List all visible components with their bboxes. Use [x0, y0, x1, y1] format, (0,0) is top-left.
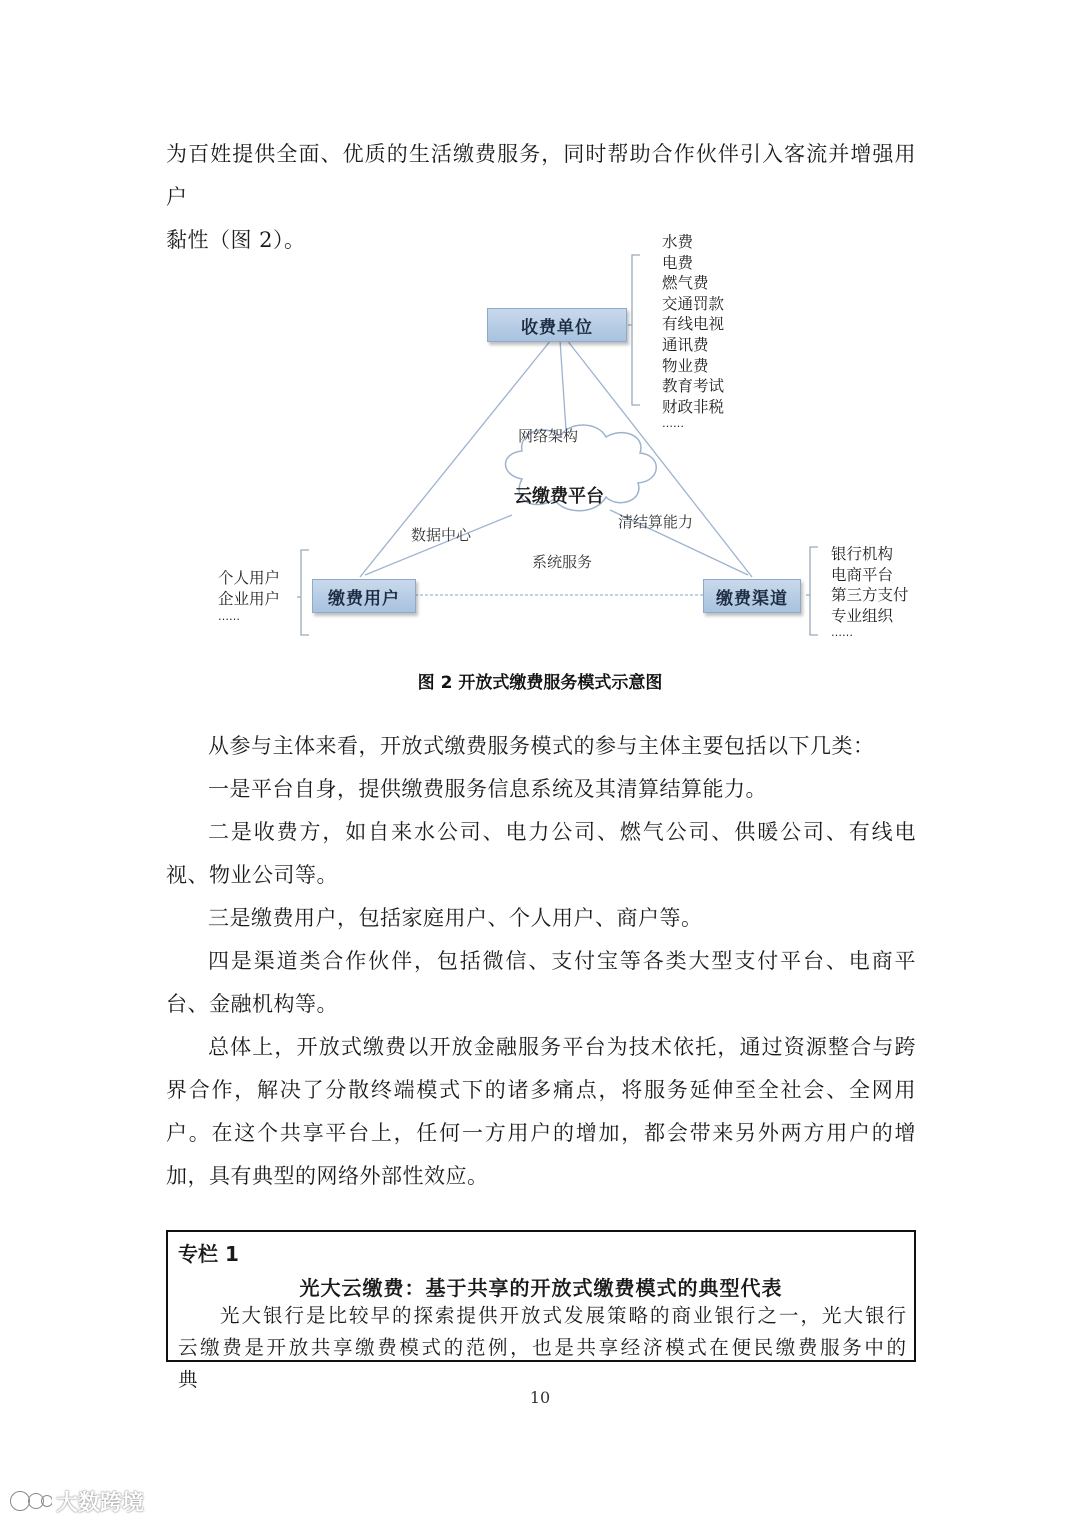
column-title: 光大云缴费：基于共享的开放式缴费模式的典型代表 [299, 1276, 783, 1300]
list-item: 物业费 [662, 356, 709, 375]
list-item: …… [831, 626, 853, 640]
sidebar-column-box [166, 1230, 916, 1391]
paragraph-6: 总体上，开放式缴费以开放金融服务平台为技术依托，通过资源整合与跨界合作，解决了分散终端模式下的诸多痛点，将服务延伸至全社会、全网用户。在这个共享平台上，任何一方用户的增加，都会带来另外两方用户的增加，具有典型的网络外部性效应。 [166, 1035, 916, 1188]
fee-type-list [662, 232, 724, 431]
channel-type-list [831, 544, 909, 640]
intro-line-2: 黏性（图 2）。 [166, 228, 306, 252]
list-item: 第三方支付 [831, 586, 909, 605]
list-item: 教育考试 [662, 377, 725, 396]
watermark-logo-icon [8, 1488, 52, 1514]
label-data-center: 数据中心 [411, 526, 472, 544]
label-clearing: 清结算能力 [618, 513, 694, 531]
paragraph-1: 从参与主体来看，开放式缴费服务模式的参与主体主要包括以下几类： [208, 734, 875, 758]
list-item: 银行机构 [831, 545, 894, 563]
list-item: 水费 [662, 233, 694, 251]
node-fee-collector: 收费单位 [487, 308, 627, 342]
label-network: 网络架构 [518, 427, 579, 445]
list-item: 财政非税 [662, 397, 725, 416]
node-cloud-platform: 云缴费平台 [514, 486, 604, 507]
column-body: 光大银行是比较早的探索提供开放式发展策略的商业银行之一，光大银行云缴费是开放共享缴费模式的范例，也是共享经济模式在便民缴费服务中的典 [178, 1304, 909, 1391]
list-item: 有线电视 [662, 315, 725, 334]
list-item: 专业组织 [831, 606, 894, 625]
right-list-bracket [810, 547, 818, 635]
paragraph-5: 四是渠道类合作伙伴，包括微信、支付宝等各类大型支付平台、电商平台、金融机构等。 [166, 949, 916, 1016]
user-type-list [218, 568, 280, 625]
paragraph-3: 二是收费方，如自来水公司、电力公司、燃气公司、供暖公司、有线电视、物业公司等。 [166, 820, 916, 887]
paragraph-2: 一是平台自身，提供缴费服务信息系统及其清算结算能力。 [208, 777, 767, 801]
page-number: 10 [529, 1388, 551, 1407]
figure-caption: 图 2 开放式缴费服务模式示意图 [417, 673, 663, 693]
watermark-text: 大数跨境 [56, 1490, 145, 1516]
left-list-bracket [301, 550, 309, 635]
label-system-service: 系统服务 [532, 553, 593, 571]
list-item: …… [662, 417, 684, 431]
column-label: 专栏 1 [178, 1242, 239, 1266]
service-model-diagram [200, 225, 930, 650]
list-item: …… [218, 610, 240, 624]
top-list-bracket [632, 255, 640, 405]
watermark [8, 1486, 144, 1516]
list-item: 电商平台 [831, 565, 894, 584]
list-item: 个人用户 [218, 569, 281, 587]
list-item: 交通罚款 [662, 294, 725, 313]
list-item: 电费 [662, 253, 694, 272]
node-payment-channel: 缴费渠道 [703, 579, 801, 613]
list-item: 企业用户 [218, 589, 281, 608]
list-item: 燃气费 [662, 274, 709, 293]
paragraph-4: 三是缴费用户，包括家庭用户、个人用户、商户等。 [208, 906, 703, 930]
list-item: 通讯费 [662, 335, 709, 354]
intro-line-1: 为百姓提供全面、优质的生活缴费服务，同时帮助合作伙伴引入客流并增强用户 [166, 142, 916, 209]
node-payment-user: 缴费用户 [312, 579, 416, 613]
